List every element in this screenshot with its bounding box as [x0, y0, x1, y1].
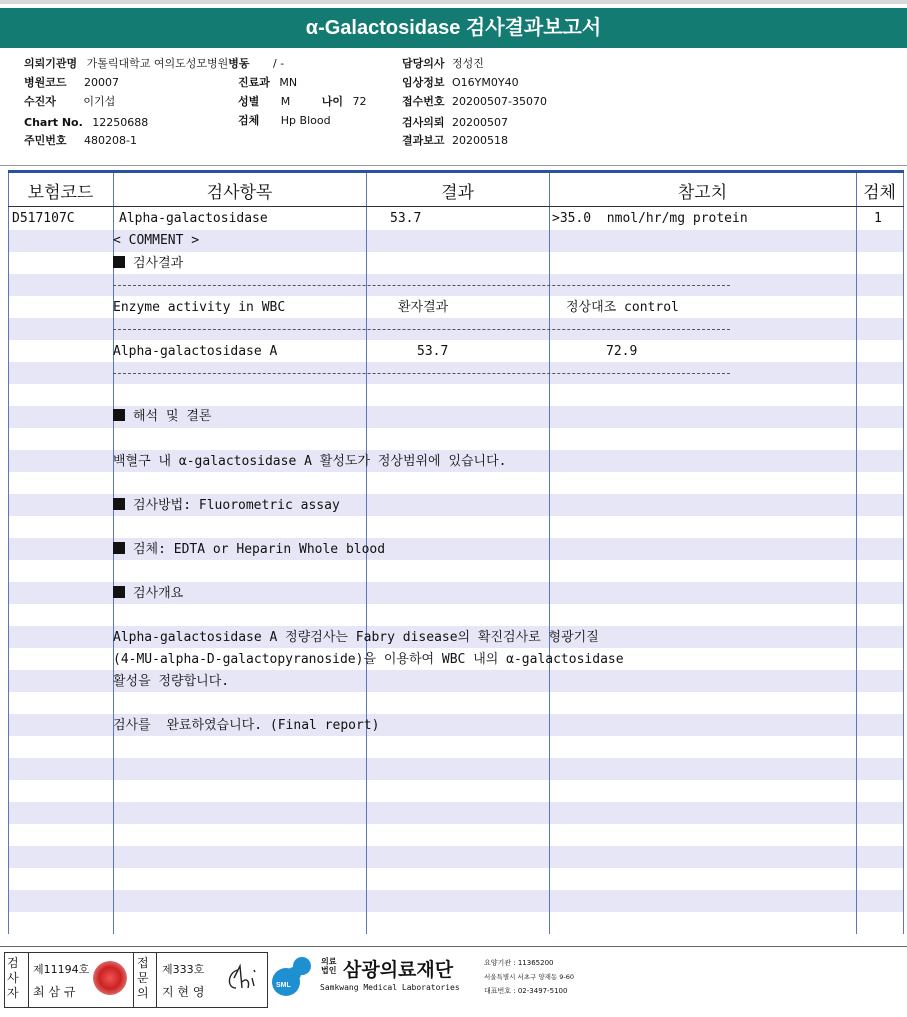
org-code: 요양기관 : 11365200: [484, 959, 554, 967]
tester-label: 검사자: [7, 956, 19, 1000]
approver-number: 제333호: [162, 963, 205, 976]
institution-label: 의뢰기관명: [24, 57, 78, 70]
col-line: [903, 173, 904, 934]
examinee-label: 수진자: [24, 95, 56, 108]
overview-line-3: 활성을 정량합니다.: [113, 674, 230, 689]
footer-divider: [0, 946, 907, 947]
corp-name: 삼광의료재단: [343, 960, 454, 981]
analyte-name: Alpha-galactosidase A: [113, 344, 278, 359]
row-stripe: [8, 846, 904, 868]
receipt-value: 20200507-35070: [452, 95, 547, 108]
interp-section: [113, 406, 211, 428]
resident-label: 주민번호: [24, 134, 67, 147]
dept-value: MN: [279, 76, 298, 89]
corp-prefix-1: 의료: [321, 957, 337, 966]
comment-heading: < COMMENT >: [113, 233, 200, 248]
col-header-specimen: 검체: [863, 183, 896, 203]
dash-line: [113, 285, 730, 286]
hospital-code-row: [24, 76, 119, 90]
col-line: [8, 173, 9, 934]
box-divider: [28, 952, 29, 1008]
request-label: 검사의뢰: [402, 116, 445, 129]
examinee-value: 이기섭: [83, 95, 116, 108]
dash-line: [113, 373, 730, 374]
header-underline: [8, 206, 904, 207]
tester-name: 최 삼 규: [33, 985, 76, 999]
row-result: 53.7: [390, 211, 422, 226]
interp-heading: 해석 및 결론: [133, 409, 212, 424]
result-section: [113, 253, 183, 275]
col-header-reference: 참고치: [677, 183, 728, 203]
request-row: [402, 116, 508, 130]
corp-prefix-2: 법인: [321, 966, 337, 975]
phone: 대표번호 : 02-3497-5100: [484, 987, 568, 995]
doctor-value: 정성진: [452, 57, 484, 70]
approver-label: 접문의: [137, 956, 149, 1000]
chart-value: 12250688: [92, 116, 149, 129]
bullet-square: [113, 586, 125, 598]
specimen-value: Hp Blood: [280, 114, 331, 127]
tester-number: 제11194호: [33, 963, 90, 976]
overview-line-1: Alpha-galactosidase A 정량검사는 Fabry disease의 확진검사로 형광기질: [113, 630, 599, 645]
col-header-item: 검사항목: [206, 183, 273, 203]
sex-age-row: [238, 95, 367, 109]
enzyme-col1: Enzyme activity in WBC: [113, 300, 286, 315]
overview-line-2: (4-MU-alpha-D-galactopyranoside)을 이용하여 WBC 내의 α-galactosidase: [113, 652, 624, 667]
report-date-row: [402, 134, 508, 148]
row-item: Alpha-galactosidase: [119, 211, 268, 226]
specimen-row: [238, 114, 331, 128]
dept-row: [238, 76, 297, 90]
examinee-row: [24, 95, 115, 109]
sex-label: 성별: [238, 95, 260, 108]
method-text: 검사방법: Fluorometric assay: [133, 498, 340, 513]
method-section: [113, 495, 340, 517]
box-divider: [156, 952, 157, 1008]
bullet-square: [113, 498, 125, 510]
approver-name: 지 현 영: [162, 985, 205, 999]
sml-logo-icon: [270, 952, 318, 1000]
specimen-text: 검체: EDTA or Heparin Whole blood: [133, 542, 386, 557]
receipt-label: 접수번호: [402, 95, 445, 108]
signature-icon: [224, 958, 264, 998]
institution-value: 가톨릭대학교 여의도성모병원: [86, 57, 229, 70]
ward-label: 병동: [228, 57, 250, 70]
address: 서울특별시 서초구 양재동 9-60: [484, 973, 575, 981]
doctor-label: 담당의사: [402, 57, 445, 70]
top-border: [0, 0, 907, 4]
overview-section: [113, 583, 183, 605]
row-stripe: [8, 758, 904, 780]
doctor-row: [402, 57, 484, 71]
bullet-square: [113, 256, 125, 268]
corp-prefix: [321, 957, 336, 975]
clinical-value: O16YM0Y40: [452, 76, 519, 89]
patient-value: 53.7: [417, 344, 449, 359]
final-report: 검사를 완료하였습니다. (Final report): [113, 718, 380, 733]
seal-stamp: [93, 961, 127, 995]
receipt-row: [402, 95, 547, 109]
col-line: [856, 173, 857, 934]
chart-label: Chart No.: [24, 116, 83, 129]
resident-value: 480208-1: [84, 134, 137, 147]
bullet-square: [113, 409, 125, 421]
logo-text: SML: [276, 982, 291, 989]
row-stripe: [8, 802, 904, 824]
row-reference: >35.0 nmol/hr/mg protein: [552, 211, 748, 226]
row-stripe: [8, 890, 904, 912]
hospital-code-value: 20007: [84, 76, 120, 89]
report-title: α-Galactosidase 검사결과보고서: [0, 8, 907, 48]
interp-text: 백혈구 내 α-galactosidase A 활성도가 정상범위에 있습니다.: [113, 454, 507, 469]
report-date-value: 20200518: [452, 134, 509, 147]
control-value: 72.9: [606, 344, 638, 359]
clinical-label: 임상정보: [402, 76, 445, 89]
resident-row: [24, 134, 137, 148]
overview-heading: 검사개요: [133, 586, 184, 601]
specimen-label: 검체: [238, 114, 260, 127]
dept-label: 진료과: [238, 76, 270, 89]
corp-english: Samkwang Medical Laboratories: [320, 983, 460, 992]
sex-value: M: [280, 95, 291, 108]
dash-line: [113, 329, 730, 330]
result-heading: 검사결과: [133, 256, 184, 271]
ward-value: / -: [273, 57, 285, 70]
hospital-code-label: 병원코드: [24, 76, 67, 89]
request-value: 20200507: [452, 116, 509, 129]
box-divider: [133, 952, 134, 1008]
table-top-border: [8, 170, 904, 173]
report-date-label: 결과보고: [402, 134, 445, 147]
enzyme-col3: 정상대조 control: [566, 300, 679, 315]
enzyme-col2: 환자결과: [398, 300, 449, 315]
age-value: 72: [352, 95, 367, 108]
row-code: D517107C: [12, 211, 75, 226]
col-line: [549, 173, 550, 934]
clinical-row: [402, 76, 519, 90]
age-label: 나이: [321, 95, 344, 108]
institution-row: [24, 57, 284, 71]
row-specimen: 1: [874, 211, 882, 226]
header-divider: [0, 165, 907, 166]
col-header-result: 결과: [441, 183, 474, 203]
bullet-square: [113, 542, 125, 554]
col-header-code: 보험코드: [27, 183, 94, 203]
specimen-section: [113, 539, 385, 561]
chart-row: [24, 116, 148, 130]
